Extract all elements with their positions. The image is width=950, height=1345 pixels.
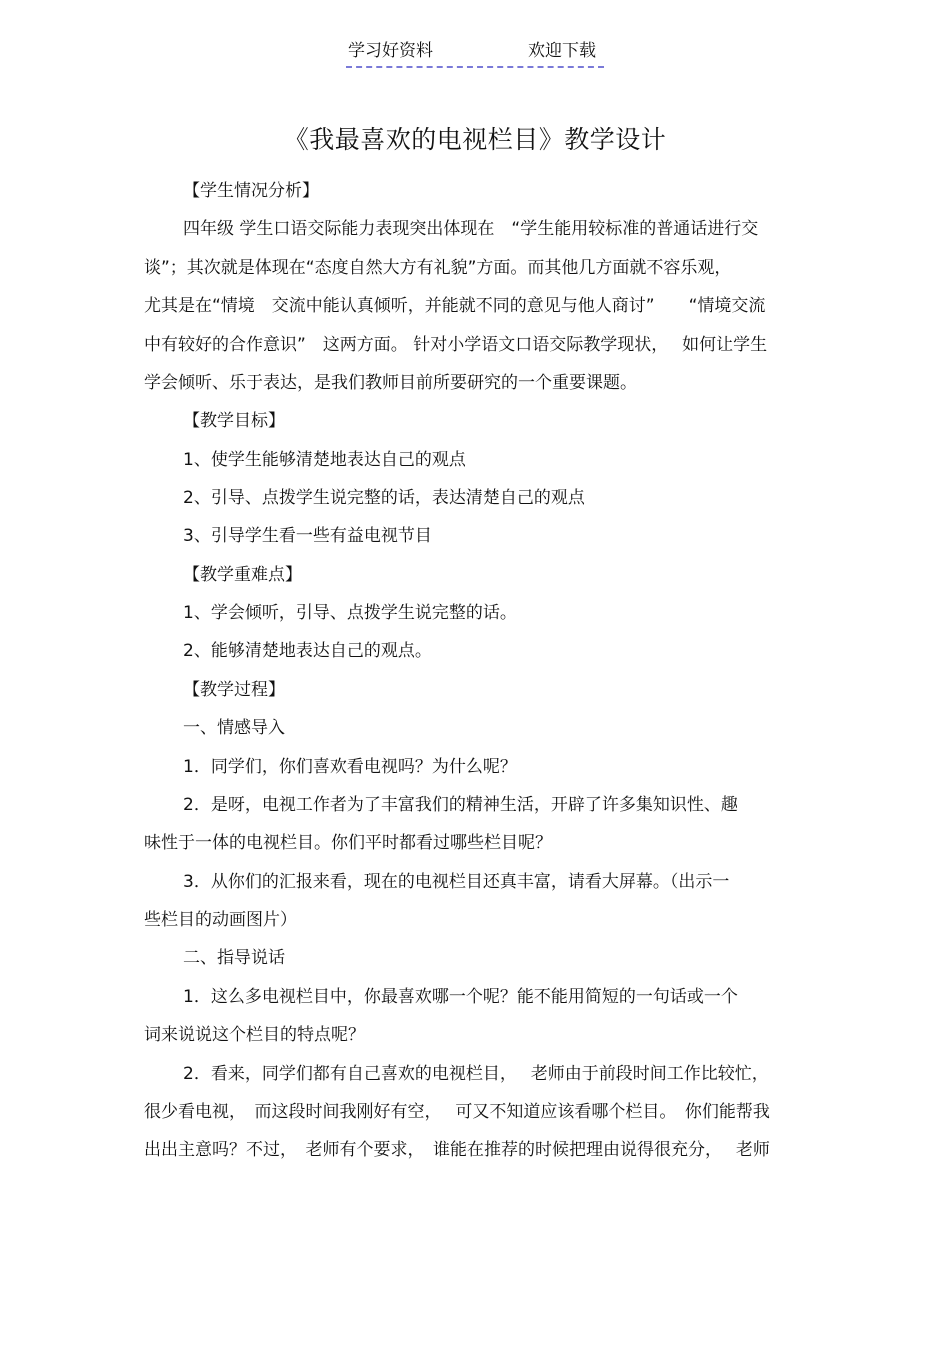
- paragraph-line: 出出主意吗？不过， 老师有个要求， 谁能在推荐的时候把理由说得很充分， 老师: [144, 1140, 770, 1160]
- section-heading: 【教学目标】: [183, 411, 285, 431]
- list-item: 2．是呀，电视工作者为了丰富我们的精神生活，开辟了许多集知识性、趣: [183, 795, 738, 815]
- document-title: 《我最喜欢的电视栏目》教学设计: [283, 125, 667, 154]
- paragraph-line: 谈”；其次就是体现在“态度自然大方有礼貌”方面。而其他几方面就不容乐观，: [144, 258, 732, 278]
- list-item: 3、引导学生看一些有益电视节目: [183, 526, 432, 546]
- list-item: 2、能够清楚地表达自己的观点。: [183, 641, 432, 661]
- list-item: 2．看来，同学们都有自己喜欢的电视栏目， 老师由于前段时间工作比较忙，: [183, 1064, 769, 1084]
- paragraph-line: 很少看电视， 而这段时间我刚好有空， 可又不知道应该看哪个栏目。 你们能帮我: [144, 1102, 770, 1122]
- paragraph-line: 尤其是在“情境 交流中能认真倾听，并能就不同的意见与他人商讨” “情境交流: [144, 296, 766, 316]
- section-heading: 【教学过程】: [183, 680, 285, 700]
- header-left-text: 学习好资料: [348, 41, 433, 61]
- list-item: 3．从你们的汇报来看，现在的电视栏目还真丰富，请看大屏幕。（出示一: [183, 872, 730, 892]
- list-item: 1．这么多电视栏目中，你最喜欢哪一个呢？能不能用简短的一句话或一个: [183, 987, 738, 1007]
- section-heading: 【学生情况分析】: [183, 181, 319, 201]
- list-item: 2、引导、点拨学生说完整的话，表达清楚自己的观点: [183, 488, 585, 508]
- header-right-text: 欢迎下载: [528, 41, 596, 61]
- subsection-heading: 二、指导说话: [183, 948, 285, 968]
- paragraph-line: 些栏目的动画图片）: [144, 910, 297, 930]
- paragraph-line: 味性于一体的电视栏目。你们平时都看过哪些栏目呢？: [144, 833, 552, 853]
- paragraph-line: 四年级 学生口语交际能力表现突出体现在 “学生能用较标准的普通话进行交: [183, 219, 759, 239]
- list-item: 1、学会倾听，引导、点拨学生说完整的话。: [183, 603, 517, 623]
- section-heading: 【教学重难点】: [183, 565, 302, 585]
- page-header: [346, 40, 604, 68]
- paragraph-line: 词来说说这个栏目的特点呢？: [144, 1025, 365, 1045]
- paragraph-line: 学会倾听、乐于表达，是我们教师目前所要研究的一个重要课题。: [144, 373, 637, 393]
- subsection-heading: 一、情感导入: [183, 718, 285, 738]
- list-item: 1、使学生能够清楚地表达自己的观点: [183, 450, 466, 470]
- list-item: 1．同学们，你们喜欢看电视吗？为什么呢？: [183, 757, 517, 777]
- paragraph-line: 中有较好的合作意识” 这两方面。 针对小学语文口语交际教学现状， 如何让学生: [144, 335, 768, 355]
